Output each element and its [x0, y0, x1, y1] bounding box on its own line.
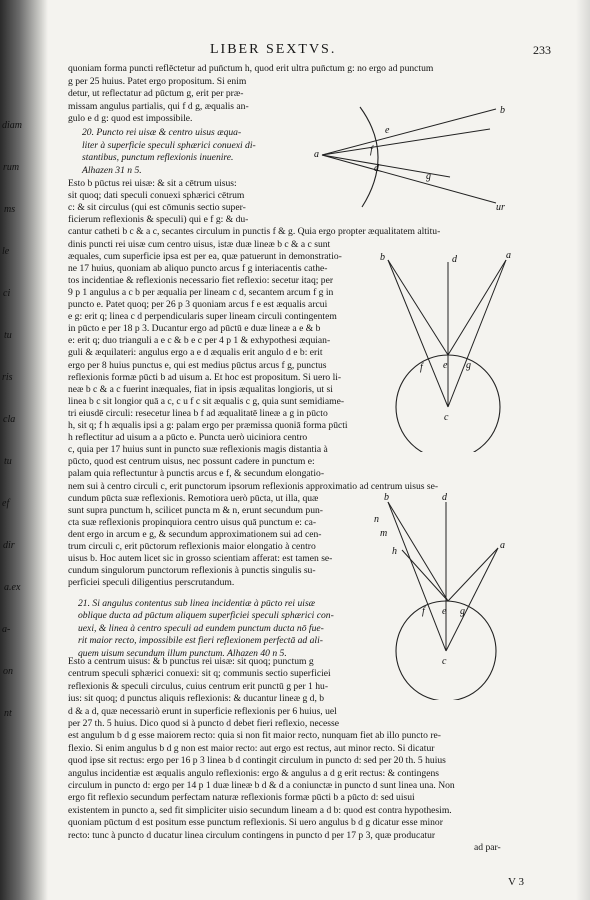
text-lines-mid-line: e: erit q; duo trianguli a e c & b e c per 4 p 1 & exhypothesi æquian- [68, 335, 331, 347]
facing-page-fragment: ef [2, 498, 10, 509]
text-lines-mid-line: guli & æquilateri: angulus ergo a e d æqualis erit angulo d e b: erit [68, 347, 323, 359]
facing-page-fragment: ci [3, 288, 11, 299]
fig1-label-ur: ur [496, 202, 505, 213]
prop20-line: Alhazen 31 n 5. [82, 164, 142, 176]
facing-page-fragment: dir [3, 540, 15, 551]
text-lines-bottom-line: circulum in puncto d: ergo per 14 p 1 duæ lineæ b d & d a coniunctæ in puncto d sunt linea una. Non [68, 780, 455, 791]
text-lines-top-line: g per 25 huius. Patet ergo propositum. Si enim [68, 75, 247, 87]
text-lines-mid-line: dinis puncti rei uisæ cum centro uisus, istæ duæ lineæ b c & a c sunt [68, 238, 331, 250]
facing-page-fragment: ris [2, 372, 13, 383]
facing-page-fragment: a- [2, 624, 11, 635]
text-lines-mid-line: uisus b. Hoc autem licet sic in grosso scientiam afferat: est tamen se- [68, 553, 333, 565]
prop21-line: quem uisum secundum illum punctum. Alhazen 40 n 5. [78, 647, 287, 659]
fig3-label-n: n [374, 514, 379, 525]
text-lines-top-line: missam angulus partialis, qui f d g, æqualis an- [68, 100, 249, 112]
text-lines-mid-line: linea b c sit longior quā a c, c u f c sit æqualis c g, quia sunt semidiame- [68, 395, 345, 407]
fig2-line-ac [448, 260, 506, 407]
text-lines-mid-line: h reflectitur ad uisum a a pūcto e. Puncta uerò uiciniora centro [68, 432, 308, 444]
facing-page-fragment: rum [3, 162, 20, 173]
figure-equal-distances [378, 242, 518, 452]
text-lines-mid-line: h, sit q; f h æqualis ipsi a g: palam ergo per præmissa quoniā forma pūcti [68, 420, 348, 431]
text-lines-bottom-line: existentem in puncto a, sed fit simpliciter uisio secundum lineam a d b: quod est contra hypothesim. [68, 804, 452, 816]
fig3-line-ae [448, 548, 498, 601]
text-lines-bottom-line: ergo fit reflexio secundum perfectam naturæ reflexionis formæ pūcti b a pūcto d: sed uisui [68, 792, 415, 804]
fig1-label-f: f [370, 145, 373, 156]
prop20-line: 20. Puncto rei uisæ & centro uisus æqua- [82, 127, 242, 138]
fig1-label-b: b [500, 105, 505, 116]
text-lines-bottom-line: ius: sit quoq; d punctus aliquis reflexionis: & ducantur lineæ g d, b [68, 693, 325, 705]
fig1-label-e: e [385, 125, 390, 136]
fig1-arc [360, 107, 378, 207]
text-lines-mid-line: cundum pūcta suæ reflexionis. Remotiora uerò pūcta, ut illa, quæ [68, 492, 319, 504]
facing-page-fragment: ms [4, 204, 16, 215]
text-lines-mid-line: pūcto, quod est centrum uisus, nec possunt cadere in punctum e: [68, 456, 315, 468]
text-lines-mid-line: sunt supra punctum h, scilicet puncta m & n, erunt secundum pun- [68, 504, 323, 516]
text-lines-bottom-line: ad par- [474, 842, 501, 853]
fig3-line-be [388, 502, 448, 601]
fig2-line-bc [388, 260, 448, 407]
prop21-line: uexi, & linea à centro speculi ad eundem punctum ducta nō fue- [78, 622, 324, 634]
fig2-line-ae [448, 260, 506, 355]
fig3-label-g: g [460, 606, 465, 617]
text-lines-mid-line: perficiei speculi diligentius perscrutandum. [68, 577, 235, 589]
fig3-label-e: e [442, 606, 447, 617]
facing-page-fragment: tu [4, 456, 12, 467]
text-lines-mid-line: c, quia per 17 huius sunt in puncto suæ reflexionis magis distantia à [68, 444, 328, 456]
signature-mark: V 3 [508, 876, 524, 888]
facing-page-fragment: on [3, 666, 13, 677]
page-number: 233 [533, 43, 551, 57]
text-lines-top-line: detur, ut reflectatur ad pūctum g, erit per præ- [68, 88, 244, 99]
fig3-label-f: f [422, 606, 425, 617]
text-lines-bottom-line: per 27 th. 5 huius. Dico quod si à puncto d debet fieri reflexio, necesse [68, 718, 339, 729]
fig2-label-g: g [466, 360, 471, 371]
facing-page-fragment: a.ex [4, 582, 21, 593]
figure-reflection-rays [300, 95, 515, 220]
facing-page-fragment: le [2, 246, 10, 257]
text-lines-mid-line: ergo per 8 huius punctus e, qui est medius pūctus arcus f g, punctus [68, 359, 327, 371]
fig3-line-ac [446, 548, 498, 651]
prop20-line: liter à superficie speculi sphærici conuexi di- [82, 139, 256, 151]
fig3-label-b: b [384, 492, 389, 503]
text-lines-mid-line: ne 17 huius, quoniam ab aliquo puncto arcus f g interiacentis cathe- [68, 262, 328, 274]
fig1-label-g: g [426, 171, 431, 182]
text-lines-mid-line: c: & sit circulus (qui est cōmunis sectio super- [68, 202, 246, 214]
text-lines-mid-line: neæ b c & a c fuerint inæquales, fiat in ipsis æqualitas longioris, ut si [68, 383, 333, 395]
fig3-line-h [402, 550, 448, 601]
page-header-title: LIBER SEXTVS. [210, 42, 337, 57]
prop20-line: stantibus, punctum reflexionis inuenire. [82, 152, 234, 164]
text-lines-mid-line: 9 p 1 angulus a c b per æqualia per lineam c d, secantem arcum f g in [68, 286, 334, 298]
text-lines-mid-line: reflexionis formæ pūcti b ad uisum a. Et hoc est propositum. Si uero li- [68, 371, 342, 383]
fig1-label-a: a [314, 149, 319, 160]
text-lines-mid-line: in pūcto e per 18 p 3. Ducantur ergo ad pūctū e duæ lineæ a e & b [68, 323, 321, 335]
text-lines-mid-line: nem sui à centro circuli c, erit punctorum ipsorum reflexionis approximatio ad centrum uisus se- [68, 480, 439, 492]
page-edge-shadow [576, 0, 590, 900]
text-lines-mid-line: trum circuli c, erit pūctorum reflexionis maior elongatio à centro [68, 541, 316, 552]
text-lines-mid-line: cta suæ reflexionis propinquiora centro uisus quā punctum e: ca- [68, 516, 317, 528]
text-lines-bottom-line: centrum speculi sphærici conuexi: sit q; communis sectio superficiei [68, 668, 331, 680]
text-lines-mid-line: dent ergo in arcum e g, & secundum approximationem sui ad cen- [68, 528, 322, 540]
text-lines-bottom-line: recto: tunc à puncto d ducatur linea circulum contingens in puncto d per 17 p 3, quæ producatur [68, 829, 436, 841]
fig2-label-b: b [380, 252, 385, 263]
text-lines-mid-line: ficierum reflexionis & speculi) qui e f g: & du- [68, 214, 249, 226]
fig3-label-c: c [442, 656, 447, 667]
text-lines-mid-line: tos incidentiae & reflexionis necessario fiet reflexio: secetur itaq; per [68, 274, 334, 286]
facing-page-fragment: nt [4, 708, 12, 719]
fig3-label-m: m [380, 528, 388, 539]
fig2-line-be [388, 260, 448, 355]
text-lines-mid-line: tri eiusdē circuli: resecetur linea b f ad æqualitatē lineæ a g in pūcto [68, 407, 328, 419]
text-lines-bottom-line: Esto a centrum uisus: & b punctus rei uisæ: sit quoq; punctum g [68, 656, 314, 667]
text-lines-bottom-line: flexio. Si enim angulus b d g non est maior recto: aut ergo est rectus, aut minor recto. Si dicatur [68, 742, 435, 754]
text-lines-top-line: quoniam forma puncti reflēctetur ad pun̄ctum h, quod erit ultra pun̄ctum g: no ergo ad punctum [68, 63, 434, 74]
text-lines-mid-line: Esto b pūctus rei uisæ: & sit a cētrum uisus: [68, 178, 237, 189]
fig2-label-e: e [443, 360, 448, 371]
text-lines-top-line: gulo e d g: quod est impossibile. [68, 113, 193, 124]
prop21-line: rit maior recto, impossibile est fieri reflexionem perfectā ad ali- [78, 635, 323, 647]
text-lines-mid-line: sit quoq; dati speculi conuexi sphærici cētrum [68, 190, 245, 202]
fig3-label-a: a [500, 540, 505, 551]
fig2-label-d: d [452, 254, 457, 265]
text-lines-mid-line: cundum singulorum punctorum reflexionis à punctis singulis su- [68, 565, 316, 577]
fig3-label-d: d [442, 492, 447, 503]
fig2-label-c: c [444, 412, 449, 423]
prop21-line: 21. Si angulus contentus sub linea incidentiæ à pūcto rei uisæ [78, 598, 316, 609]
text-lines-bottom-line: angulus incidentiæ est æqualis angulo reflexionis: ergo & angulus a d g erit rectus: & contingens [68, 767, 439, 779]
facing-page-fragment: tu [4, 330, 12, 341]
prop21-line: oblique ducta ad pūctum aliquem superficiei speculi sphærici con- [78, 610, 334, 622]
figure-unequal-distances [368, 488, 528, 700]
binding-gutter [0, 0, 48, 900]
fig3-line-bc [388, 502, 446, 651]
text-lines-bottom-line: quoniam pūctum d est positum esse punctum reflexionis. Si uero angulus b d g dicatur esse minor [68, 817, 443, 829]
facing-page-fragment: cla [3, 414, 16, 425]
text-lines-mid-line: cantur catheti b c & a c, secantes circulum in punctis f & g. Quia ergo propter æqualitatem altitu- [68, 226, 441, 238]
facing-page-fragment: diam [2, 120, 22, 131]
text-lines-bottom-line: reflexionis & speculi circulus, cuius centrum erit punctū g per 1 hu- [68, 680, 329, 692]
text-lines-mid-line: puncto e. Patet quoq; per 26 p 3 quoniam arcus f e est æqualis arcui [68, 299, 328, 310]
text-lines-bottom-line: d & a d, quæ necessariò erunt in superficie reflexionis per 6 huius, uel [68, 705, 337, 717]
text-lines-bottom-line: quod ipse sit rectus: ergo per 16 p 3 linea b d contingit circulum in puncto d: sed per 20 th. 5 huius [68, 755, 446, 767]
fig2-label-f: f [420, 362, 423, 373]
fig3-label-h: h [392, 546, 397, 557]
fig1-ray-3 [322, 155, 496, 203]
fig1-label-d: d [374, 163, 379, 174]
text-lines-mid-line: æquales, cum superficie ipsa est per ea, quæ patuerunt in demonstratio- [68, 250, 342, 262]
fig2-label-a: a [506, 250, 511, 261]
text-lines-bottom-line: est angulum b d g esse maiorem recto: quia si non fit maior recto, nunquam fiet ab illo puncto re- [68, 730, 441, 742]
text-lines-mid-line: palam quia reflectuntur à punctis arcus e f, & secundum elongatio- [68, 468, 325, 480]
text-lines-mid-line: e g: erit q; linea c d perpendicularis super lineam circuli contingentem [68, 311, 337, 323]
